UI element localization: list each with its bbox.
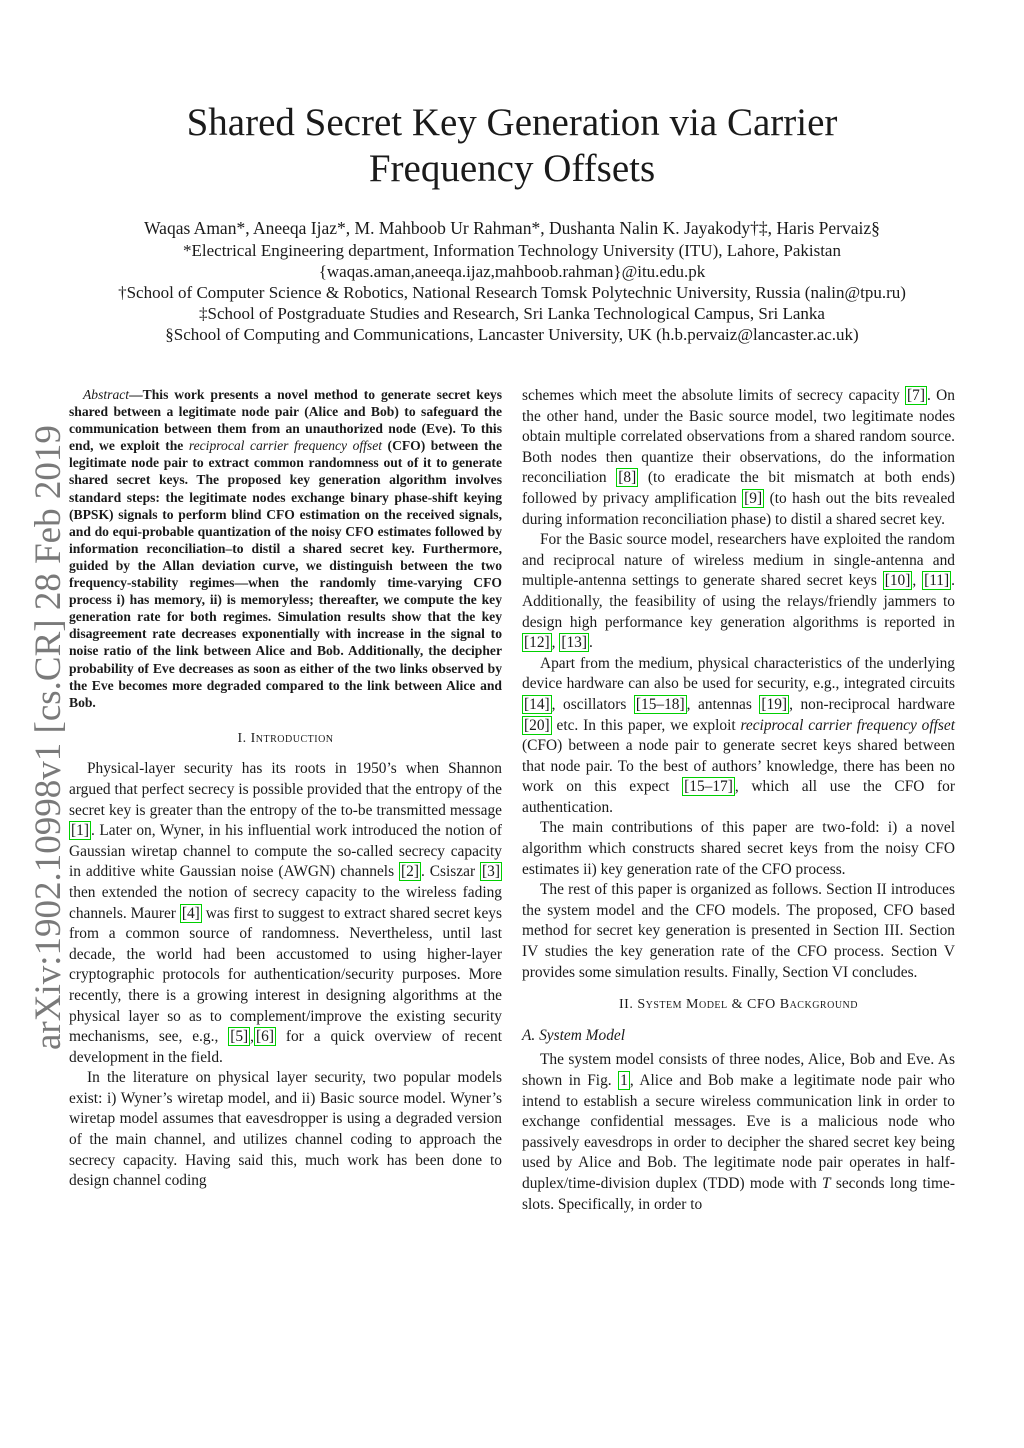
subsection-heading-system-model: A. System Model [522, 1026, 626, 1044]
right-paragraph-6: The system model consists of three nodes, Alice, Bob and Eve. As shown in Fig. 1 , Alice and Bob make a legitimate node pair who intend to establish a secure wireless communication link in order to exchange confidential messages. Eve is a malicious node who passively eavesdrops in order to decipher the shared secret key being used by Alice and Bob. The legitimate node pair operates in half-duplex/time-division duplex (TDD) mode with T seconds long time-slots. Specifically, in order to [522, 1051, 955, 1213]
title-line-1: Shared Secret Key Generation via Carrier [186, 101, 838, 144]
citation-link[interactable]: [2] [401, 863, 419, 881]
figure-link[interactable]: 1 [620, 1072, 628, 1089]
left-column [69, 386, 502, 1192]
citation-link[interactable]: [12] [524, 634, 550, 652]
citation-link[interactable]: [1] [71, 822, 89, 840]
citation-link[interactable]: [10] [884, 572, 911, 590]
citation-link[interactable]: [11] [924, 572, 950, 590]
citation-link[interactable]: [7] [907, 387, 925, 404]
affiliation-4: §School of Computing and Communications, Lancaster University, UK (h.b.pervaiz@lancaster.ac.uk) [165, 325, 859, 344]
citation-link[interactable]: [4] [181, 904, 200, 922]
section-heading-system-model: II. System Model & CFO Background [619, 997, 858, 1013]
affiliation-2: †School of Computer Science & Robotics, National Research Tomsk Polytechnic University, Russia (nalin@tpu.ru) [118, 283, 906, 302]
right-paragraph-2: For the Basic source model, researchers have exploited the random and reciprocal nature of wireless medium in single-antenna and multiple-antenna settings to generate shared secret keys [10] , [11] . Additionally, the feasibility of using the relays/friendly jammers to design high performance key generation algorithms is reported in [12] , [13] . [522, 531, 955, 652]
paper-title [0, 100, 1024, 192]
right-column [522, 386, 955, 1215]
author-block [0, 218, 1024, 345]
affiliation-3: ‡School of Postgraduate Studies and Research, Sri Lanka Technological Campus, Sri Lanka [199, 304, 825, 323]
citation-link[interactable]: [13] [561, 634, 588, 652]
citation-link[interactable]: [14] [524, 695, 550, 713]
title-line-2: Frequency Offsets [368, 147, 656, 190]
right-paragraph-1: schemes which meet the absolute limits of secrecy capacity [7] . On the other hand, under the Basic source model, two legitimate nodes obtain multiple correlated observations from a shared random source. Both nodes then quantize their observations, do the information reconciliation [8] (to eradicate the bit mismatch at both ends) followed by privacy amplification [9] (to hash out the bits revealed during information reconciliation phase) to distil a shared secret key. [522, 387, 956, 528]
section-heading-introduction: I. Introduction [237, 730, 334, 746]
citation-link[interactable]: [8] [618, 469, 637, 487]
abstract-label: Abstract [83, 387, 130, 402]
abstract: Abstract—This work presents a novel method to generate secret keys shared between a legitimate node pair (Alice and Bob) to safeguard the communication between them from an unauthorized node (Eve). To this end, we exploit the reciprocal carrier frequency offset (CFO) between the legitimate node pair to extract common randomness out of it to generate shared secret keys. The proposed key generation algorithm involves standard steps: the legitimate nodes exchange binary phase-shift keying (BPSK) signals to perform blind CFO estimation on the received signals, and do equi-probable quantization of the noisy CFO estimates followed by information reconciliation–to distil a shared secret key. Furthermore, guided by the Allan deviation curve, we distinguish between the two frequency-stability regimes—when the randomly time-varying CFO process i) has memory, ii) is memoryless; thereafter, we compute the key generation rate for both regimes. Simulation results show that the key disagreement rate decreases exponentially with increase in the signal to noise ratio of the link between Alice and Bob. Additionally, the decipher probability of Eve decreases as soon as either of the two links observed by the Eve becomes more degraded compared to the link between Alice and Bob. [69, 387, 502, 710]
citation-link[interactable]: [15–18] [635, 695, 685, 713]
citation-link[interactable]: [6] [256, 1028, 274, 1046]
citation-link[interactable]: [3] [482, 863, 500, 881]
right-paragraph-4: The main contributions of this paper are two-fold: i) a novel algorithm which constructs shared secret keys from the noisy CFO estimates ii) key generation rate of the CFO process. [522, 819, 955, 878]
affiliation-1-email: {waqas.aman,aneeqa.ijaz,mahboob.rahman}@itu.edu.pk [318, 262, 706, 281]
citation-link[interactable]: [9] [744, 489, 763, 507]
affiliation-1: *Electrical Engineering department, Information Technology University (ITU), Lahore, Pakistan [183, 241, 841, 260]
citation-link[interactable]: [20] [524, 716, 550, 734]
right-paragraph-3: Apart from the medium, physical characteristics of the underlying device hardware can also be used for security, e.g., integrated circuits [14] , oscillators [15–18] , antennas [19] , non-reciprocal hardware [20] etc. In this paper, we exploit reciprocal carrier frequency offset (CFO) between a node pair to generate secret keys shared between that node pair. To the best of authors’ knowledge, there has been no work on this expect [15–17] , which all use the CFO for authentication. [522, 654, 955, 816]
arxiv-sidebar-stamp: arXiv:1902.10998v1 [cs.CR] 28 Feb 2019 [28, 425, 69, 1050]
citation-link[interactable]: [5] [230, 1028, 249, 1046]
intro-paragraph-1: Physical-layer security has its roots in 1950’s when Shannon argued that perfect secrecy is possible provided that the entropy of the secret key is greater than the entropy of the to-be transmitted message [1] . Later on, Wyner, in his influential work introduced the notion of Gaussian wiretap channel to compute the so-called secrecy capacity in additive white Gaussian noise (AWGN) channels [2] . Csiszar [3] then extended the notion of secrecy capacity to the wireless fading channels. Maurer [4] was first to suggest to extract shared secret keys from a common source of randomness. Nevertheless, until last decade, the world had been accustomed to using higher-layer cryptographic protocols for authentication/security purposes. More recently, there is a growing interest in designing algorithms at the physical layer so as to complement/improve the existing security mechanisms, see, e.g., [5] , [6] for a quick overview of recent development in the field. [69, 760, 503, 1066]
intro-paragraph-2: In the literature on physical layer security, two popular models exist: i) Wyner’s wiretap model, and ii) Basic source model. Wyner’s wiretap model assumes that eavesdropper is using a degraded version of the main channel, and utilizes channel coding to approach the secrecy capacity. Having said this, much work has been done to design channel coding [69, 1069, 502, 1190]
citation-link[interactable]: [15–17] [684, 778, 733, 796]
right-paragraph-5: The rest of this paper is organized as follows. Section II introduces the system model and the CFO models. The proposed, CFO based method for secret key generation is presented in Section III. Section IV studies the key generation rate of the CFO process. Section V provides some simulation results. Finally, Section VI concludes. [522, 881, 955, 981]
citation-link[interactable]: [19] [761, 695, 788, 713]
author-names: Waqas Aman*, Aneeqa Ijaz*, M. Mahboob Ur Rahman*, Dushanta Nalin K. Jayakody†‡, Haris Pervaiz§ [144, 218, 880, 238]
